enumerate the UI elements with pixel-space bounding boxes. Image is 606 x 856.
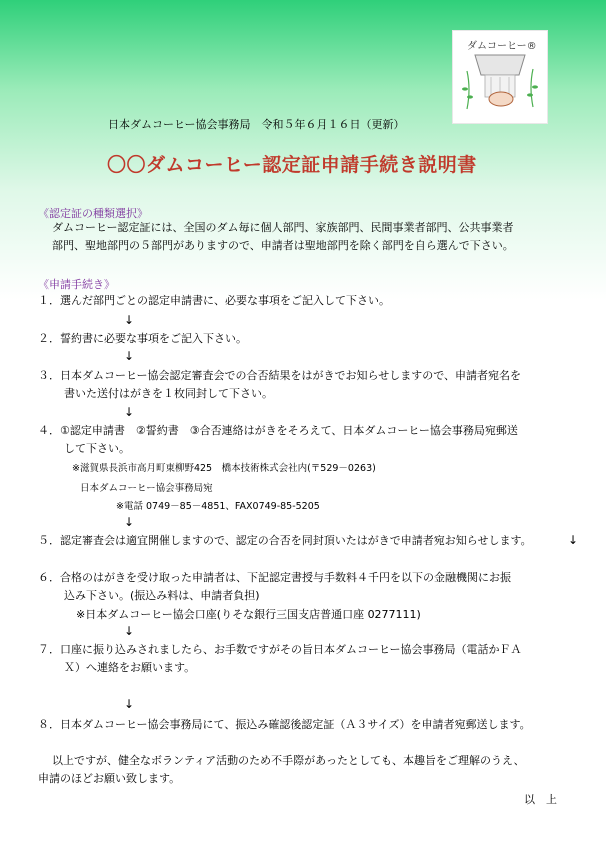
step-1: １．選んだ部門ごとの認定申請書に、必要な事項をご記入して下さい。 <box>38 294 390 307</box>
step-7-line1: ７．口座に振り込みされましたら、お手数ですがその旨日本ダムコーヒー協会事務局（電話かＦＡ <box>38 643 522 656</box>
page-title: 〇〇ダムコーヒー認定証申請手続き説明書 <box>107 154 477 176</box>
types-text-line2: 部門、聖地部門の５部門がありますので、申請者は聖地部門を除く部門を自ら選んで下さい。 <box>52 239 514 252</box>
step-8: ８．日本ダムコーヒー協会事務局にて、振込み確認後認定証（Ａ３サイズ）を申請者宛郵送します。 <box>38 718 531 731</box>
closing-line2: 申請のほどお願い致します。 <box>38 772 181 785</box>
types-text-line1: ダムコーヒー認定証には、全国のダム毎に個人部門、家族部門、民間事業者部門、公共事業者 <box>52 221 514 234</box>
dam-coffee-illustration-icon <box>453 31 547 123</box>
step-5: ５．認定審査会は適宜開催しますので、認定の合否を同封頂いたはがきで申請者宛お知らせします。 <box>38 534 532 547</box>
arrow-down-icon: ↓ <box>124 697 135 711</box>
arrow-down-icon: ↓ <box>124 313 135 327</box>
arrow-down-icon: ↓ <box>124 624 135 638</box>
closing-line1: 以上ですが、健全なボランティア活動のため不手際があったとしても、本趣旨をご理解のうえ、 <box>52 754 525 767</box>
dam-coffee-logo <box>452 30 548 124</box>
bank-account: ※日本ダムコーヒー協会口座(りそな銀行三国支店普通口座 0277111) <box>76 608 421 621</box>
end-mark: 以 上 <box>524 793 557 806</box>
header-line: 日本ダムコーヒー協会事務局 令和５年６月１６日（更新） <box>108 118 405 131</box>
step-6-line2: 込み下さい。(振込み料は、申請者負担) <box>64 589 260 602</box>
arrow-down-icon: ↓ <box>124 349 135 363</box>
step-2: ２．誓約書に必要な事項をご記入下さい。 <box>38 332 247 345</box>
step-3-line1: ３．日本ダムコーヒー協会認定審査会での合否結果をはがきでお知らせしますので、申請者宛名を <box>38 369 522 382</box>
step-4-line2: して下さい。 <box>64 442 130 455</box>
section-heading-procedure: 《申請手続き》 <box>38 278 115 291</box>
step-4-line1: ４．①認定申請書 ②誓約書 ③合否連絡はがきをそろえて、日本ダムコーヒー協会事務局宛郵送 <box>38 424 518 437</box>
arrow-down-icon: ↓ <box>124 405 135 419</box>
step-7-line2: Ｘ）へ連絡をお願います。 <box>64 661 196 674</box>
arrow-down-icon: ↓ <box>568 533 579 547</box>
section-heading-types: 《認定証の種類選択》 <box>38 207 148 220</box>
address-line1: ※滋賀県長浜市高月町東柳野425 橋本技術株式会社内(〒529－0263) <box>72 463 376 474</box>
step-3-line2: 書いた送付はがきを１枚同封して下さい。 <box>64 387 273 400</box>
address-line3: ※電話 0749－85－4851、FAX0749-85-5205 <box>116 501 320 512</box>
arrow-down-icon: ↓ <box>124 515 135 529</box>
logo-text: ダムコーヒー® <box>467 41 537 52</box>
address-line2: 日本ダムコーヒー協会事務局宛 <box>80 483 213 494</box>
step-6-line1: ６．合格のはがきを受け取った申請者は、下記認定書授与手数料４千円を以下の金融機関にお振 <box>38 571 511 584</box>
